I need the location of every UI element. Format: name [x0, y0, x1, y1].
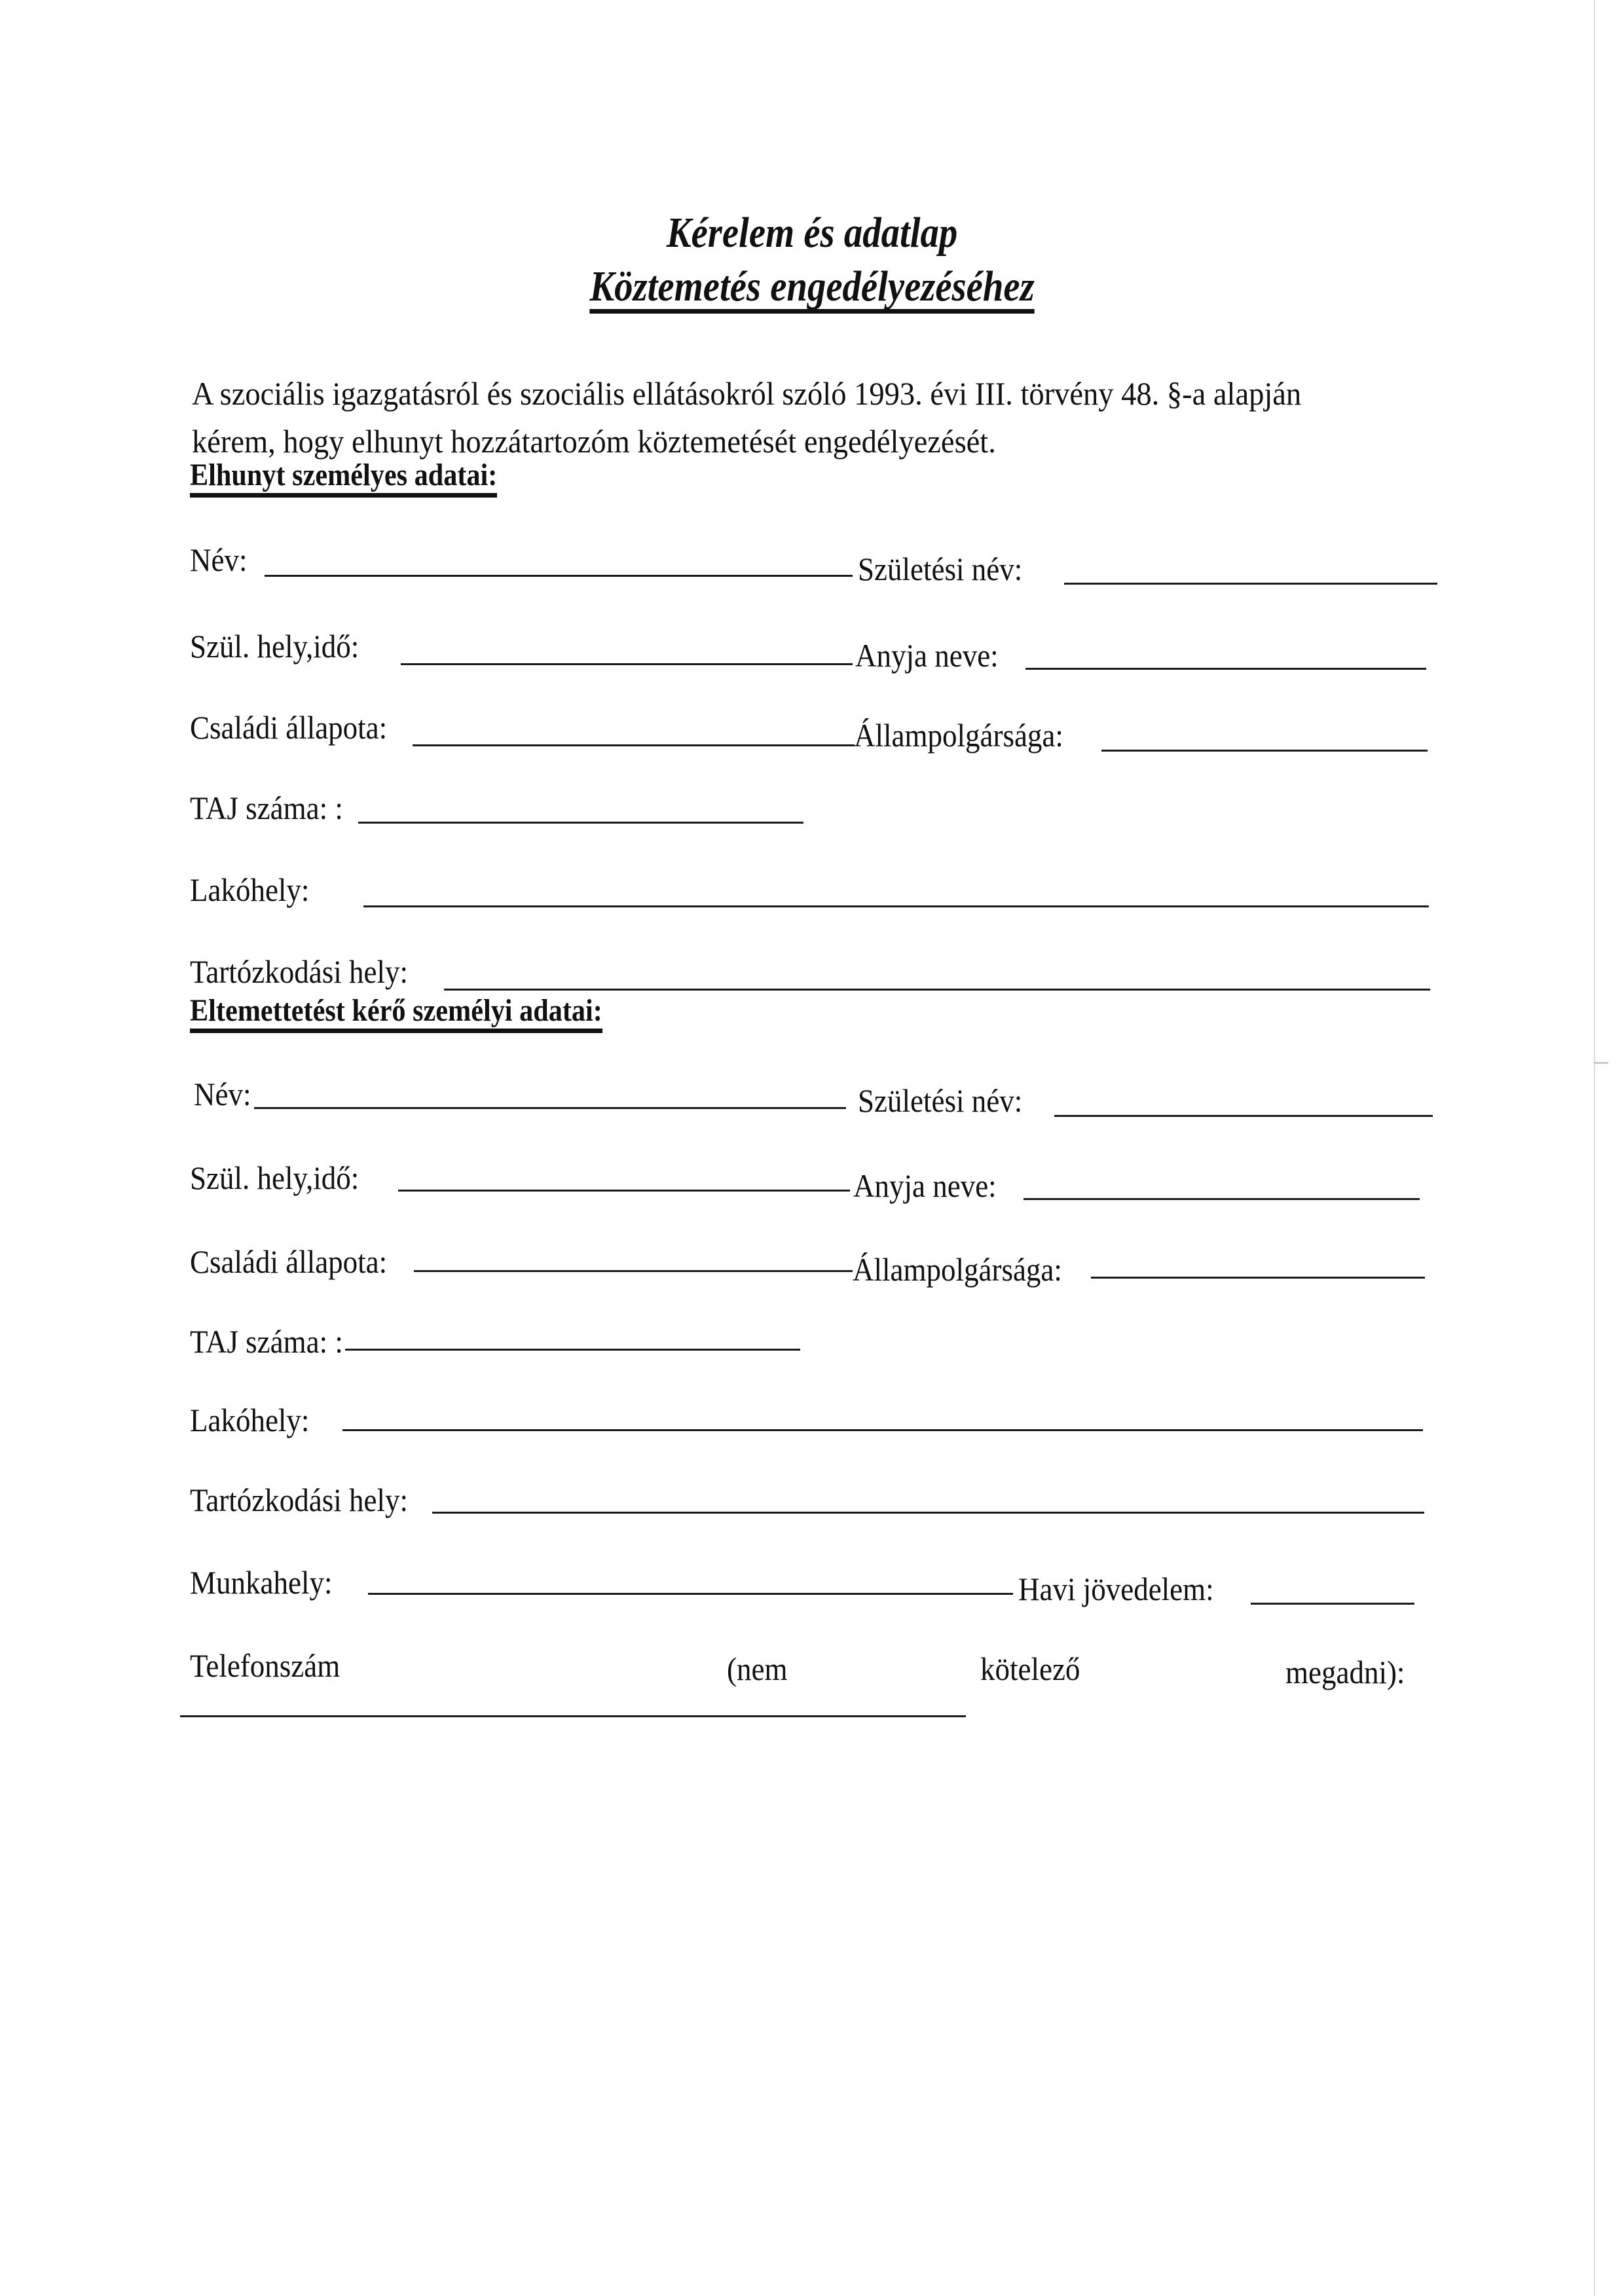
applicant-birth-place-date-label: Szül. hely,idő:	[190, 1159, 360, 1196]
applicant-birth-place-date-field[interactable]	[398, 1190, 850, 1192]
deceased-heading: Elhunyt személyes adatai:	[190, 458, 497, 498]
applicant-monthly-income-label: Havi jövedelem:	[1018, 1571, 1214, 1607]
applicant-phone-label-4: megadni):	[1285, 1654, 1405, 1690]
applicant-stay-address-label: Tartózkodási hely:	[190, 1482, 408, 1518]
applicant-marital-status-field[interactable]	[414, 1270, 853, 1272]
applicant-heading: Eltemettetést kérő személyi adatai:	[190, 994, 602, 1033]
deceased-mother-name-field[interactable]	[1025, 668, 1426, 670]
title-line-2-text: Köztemetés engedélyezéséhez	[589, 264, 1034, 314]
applicant-name-field[interactable]	[254, 1107, 846, 1109]
deceased-mother-name-label: Anyja neve:	[855, 637, 999, 674]
deceased-marital-status-field[interactable]	[413, 744, 855, 746]
applicant-marital-status-label: Családi állapota:	[190, 1243, 388, 1280]
applicant-birth-name-label: Születési név:	[858, 1082, 1023, 1119]
applicant-taj-label: TAJ száma: :	[190, 1323, 343, 1360]
deceased-stay-address-field[interactable]	[444, 989, 1430, 991]
applicant-monthly-income-field[interactable]	[1251, 1603, 1414, 1605]
scan-edge-line	[1594, 0, 1595, 2296]
deceased-residence-label: Lakóhely:	[190, 871, 310, 908]
applicant-citizenship-label: Állampolgársága:	[853, 1251, 1062, 1288]
applicant-mother-name-label: Anyja neve:	[853, 1167, 997, 1204]
applicant-citizenship-field[interactable]	[1091, 1277, 1425, 1279]
deceased-birth-name-field[interactable]	[1064, 583, 1437, 585]
deceased-name-label: Név:	[190, 541, 248, 578]
intro-line-1: A szociális igazgatásról és szociális ellátásokról szóló 1993. évi III. törvény 48. §-a alapján	[192, 375, 1302, 412]
title-line-2	[114, 262, 1511, 314]
scan-edge-mark	[1594, 1062, 1608, 1064]
deceased-taj-field[interactable]	[358, 822, 803, 824]
deceased-residence-field[interactable]	[363, 905, 1429, 907]
title-line-1: Kérelem és adatlap	[666, 209, 958, 257]
deceased-name-field[interactable]	[265, 575, 853, 577]
applicant-phone-label-2: (nem	[727, 1650, 788, 1687]
applicant-phone-field[interactable]	[180, 1715, 966, 1717]
applicant-stay-address-field[interactable]	[432, 1512, 1424, 1514]
applicant-name-label: Név:	[194, 1076, 251, 1112]
deceased-marital-status-label: Családi állapota:	[190, 709, 388, 746]
applicant-phone-label-3: kötelező	[980, 1650, 1080, 1687]
applicant-workplace-label: Munkahely:	[190, 1564, 333, 1601]
applicant-phone-label-1: Telefonszám	[190, 1647, 341, 1684]
deceased-citizenship-field[interactable]	[1101, 750, 1428, 752]
deceased-birth-place-date-field[interactable]	[401, 663, 853, 665]
deceased-taj-label: TAJ száma: :	[190, 790, 343, 826]
deceased-birth-place-date-label: Szül. hely,idő:	[190, 628, 360, 665]
deceased-birth-name-label: Születési név:	[858, 551, 1023, 587]
applicant-taj-field[interactable]	[345, 1349, 800, 1351]
deceased-citizenship-label: Állampolgársága:	[854, 717, 1063, 754]
applicant-workplace-field[interactable]	[368, 1593, 1013, 1595]
intro-line-2: kérem, hogy elhunyt hozzátartozóm köztemetését engedélyezését.	[192, 423, 996, 460]
applicant-birth-name-field[interactable]	[1054, 1115, 1433, 1117]
applicant-mother-name-field[interactable]	[1024, 1198, 1420, 1200]
applicant-residence-label: Lakóhely:	[190, 1402, 310, 1438]
applicant-residence-field[interactable]	[342, 1429, 1423, 1431]
deceased-stay-address-label: Tartózkodási hely:	[190, 953, 408, 990]
